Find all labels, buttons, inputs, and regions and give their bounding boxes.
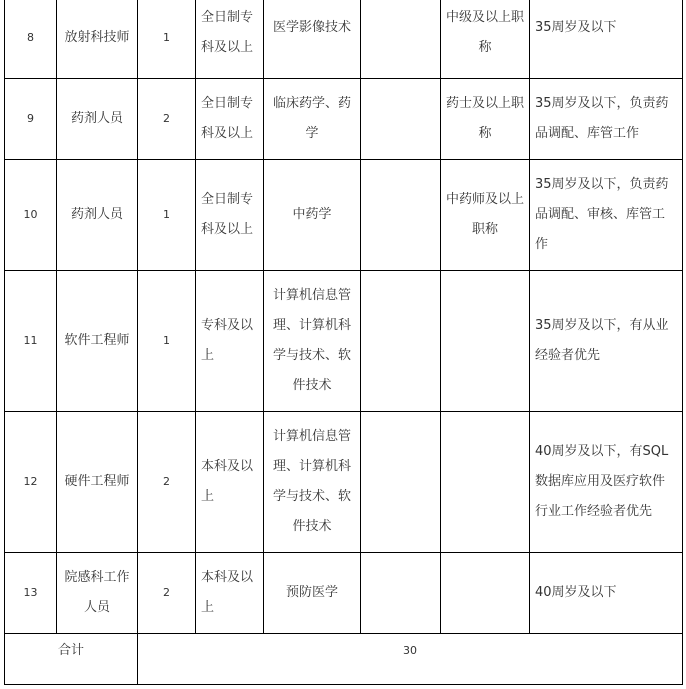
table-row <box>5 160 683 271</box>
cell-position: 药剂人员 <box>57 160 138 271</box>
cell-education: 专科及以上 <box>196 271 264 412</box>
cell-position: 放射科技师 <box>57 0 138 79</box>
cell-other <box>361 0 441 79</box>
cell-no: 8 <box>5 0 57 79</box>
cell-no: 9 <box>5 79 57 160</box>
cell-major: 预防医学 <box>264 553 361 634</box>
cell-other <box>361 553 441 634</box>
total-label: 合计 <box>5 634 138 685</box>
cell-position: 软件工程师 <box>57 271 138 412</box>
cell-position: 院感科工作人员 <box>57 553 138 634</box>
cell-title <box>441 412 530 553</box>
cell-count: 2 <box>138 412 196 553</box>
cell-title <box>441 553 530 634</box>
cell-education: 全日制专科及以上 <box>196 160 264 271</box>
cell-remarks: 35周岁及以下 <box>530 0 683 79</box>
table-row <box>5 0 683 79</box>
table-row <box>5 412 683 553</box>
cell-count: 2 <box>138 79 196 160</box>
cell-count: 1 <box>138 160 196 271</box>
cell-title: 中药师及以上职称 <box>441 160 530 271</box>
cell-position: 药剂人员 <box>57 79 138 160</box>
cell-major: 医学影像技术 <box>264 0 361 79</box>
cell-remarks: 35周岁及以下，负责药品调配、库管工作 <box>530 79 683 160</box>
cell-education: 全日制专科及以上 <box>196 0 264 79</box>
cell-remarks: 40周岁及以下，有SQL数据库应用及医疗软件行业工作经验者优先 <box>530 412 683 553</box>
cell-count: 1 <box>138 0 196 79</box>
cell-other <box>361 271 441 412</box>
cell-education: 全日制专科及以上 <box>196 79 264 160</box>
cell-count: 2 <box>138 553 196 634</box>
cell-other <box>361 160 441 271</box>
cell-no: 13 <box>5 553 57 634</box>
cell-major: 计算机信息管理、计算机科学与技术、软件技术 <box>264 271 361 412</box>
cell-major: 临床药学、药学 <box>264 79 361 160</box>
table-row <box>5 271 683 412</box>
cell-title <box>441 271 530 412</box>
total-row <box>5 634 683 685</box>
table-row <box>5 553 683 634</box>
cell-other <box>361 412 441 553</box>
cell-no: 11 <box>5 271 57 412</box>
cell-remarks: 40周岁及以下 <box>530 553 683 634</box>
cell-remarks: 35周岁及以下，负责药品调配、审核、库管工作 <box>530 160 683 271</box>
cell-education: 本科及以上 <box>196 412 264 553</box>
total-value: 30 <box>138 634 683 685</box>
cell-title: 药士及以上职称 <box>441 79 530 160</box>
cell-title: 中级及以上职称 <box>441 0 530 79</box>
cell-other <box>361 79 441 160</box>
cell-remarks: 35周岁及以下，有从业经验者优先 <box>530 271 683 412</box>
cell-no: 12 <box>5 412 57 553</box>
cell-count: 1 <box>138 271 196 412</box>
cell-major: 中药学 <box>264 160 361 271</box>
cell-no: 10 <box>5 160 57 271</box>
cell-major: 计算机信息管理、计算机科学与技术、软件技术 <box>264 412 361 553</box>
cell-position: 硬件工程师 <box>57 412 138 553</box>
cell-education: 本科及以上 <box>196 553 264 634</box>
table-row <box>5 79 683 160</box>
recruitment-table <box>4 0 683 685</box>
